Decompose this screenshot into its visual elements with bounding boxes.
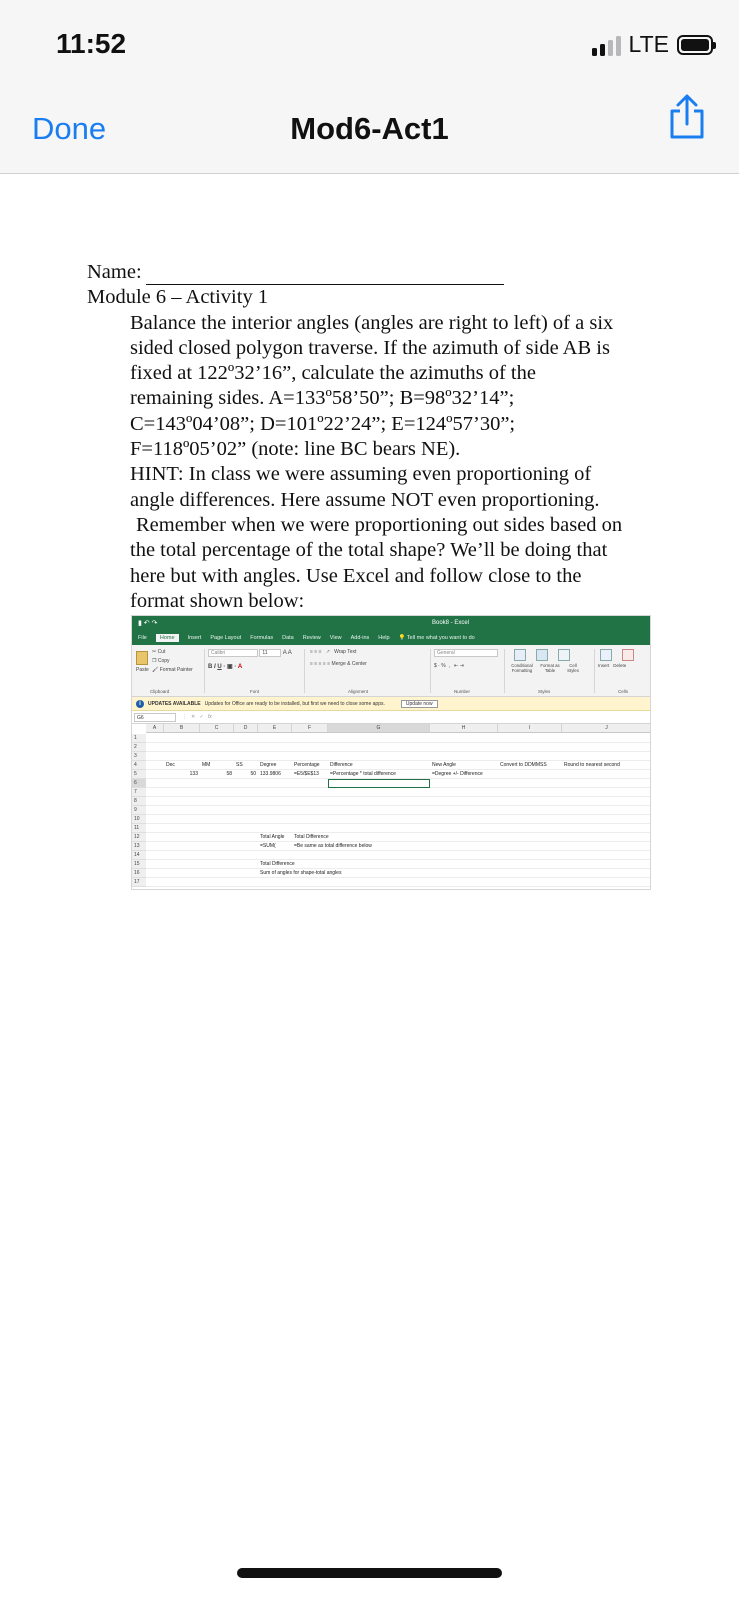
column-header: F	[292, 724, 328, 733]
done-button[interactable]: Done	[32, 111, 107, 146]
column-header: J	[562, 724, 651, 733]
row-header: 17	[132, 878, 146, 887]
row-header: 2	[132, 743, 146, 752]
insert-cells-icon	[600, 649, 612, 661]
cell-e13: =SUM(	[260, 843, 276, 849]
text-line: Balance the interior angles (angles are right to left) of a six	[130, 311, 614, 334]
cell-e4: Degree	[260, 762, 277, 768]
text-line: remaining sides. A=133º58’50”; B=98º32’14”;	[130, 387, 515, 410]
spreadsheet-grid	[132, 724, 650, 889]
row-header: 14	[132, 851, 146, 860]
quick-access-toolbar-icon: ▮ ↶ ↷	[138, 620, 158, 627]
cell-c4: MM	[202, 762, 211, 768]
cell-f13: =Be same as total difference below	[294, 843, 372, 849]
insert-label: Insert	[598, 663, 610, 668]
number-group: General $ · % , ⇤ ⇥	[434, 649, 498, 669]
module-heading: Module 6 – Activity 1	[87, 286, 269, 309]
text-line: C=143º04’08”; D=101º22’24”; E=124º57’30”;	[130, 412, 516, 435]
update-label: UPDATES AVAILABLE	[148, 700, 201, 707]
network-type: LTE	[628, 31, 669, 57]
column-header: G	[328, 724, 430, 733]
tell-me-box: 💡 Tell me what you want to do	[398, 635, 475, 641]
cell-g4: Difference	[330, 762, 353, 768]
excel-tab: Help	[378, 635, 390, 641]
excel-tab: Data	[282, 635, 294, 641]
text-line: sided closed polygon traverse. If the azimuth of side AB is	[130, 336, 610, 359]
clipboard-group-label: Clipboard	[150, 689, 170, 694]
cell-j4: Round to nearest second	[564, 762, 620, 768]
share-icon[interactable]	[665, 93, 709, 141]
name-box: G6	[134, 713, 176, 722]
format-painter-label: 🖌 Format Painter	[152, 667, 193, 673]
row-header: 4	[132, 761, 146, 770]
row-header: 3	[132, 752, 146, 761]
cell-styles-icon	[558, 649, 570, 661]
row-header: 6	[132, 779, 146, 788]
merge-center-label: Merge & Center	[331, 661, 367, 667]
excel-tab: View	[329, 635, 342, 641]
home-indicator	[237, 1568, 502, 1578]
cell-i4: Convert to DDMMSS	[500, 762, 547, 768]
alignment-group-label: Alignment	[348, 689, 369, 694]
cells-group-label: Cells	[618, 689, 629, 694]
column-header: B	[164, 724, 200, 733]
row-header: 16	[132, 869, 146, 878]
excel-tab: Page Layout	[210, 635, 242, 641]
name-label: Name:	[87, 261, 142, 283]
styles-group	[508, 649, 594, 673]
excel-title-bar	[132, 616, 650, 631]
excel-tab: File	[138, 635, 147, 641]
cell-e16: Sum of angles for shape-total angles	[260, 870, 342, 876]
row-header: 5	[132, 770, 146, 779]
cut-label: ✂ Cut	[152, 649, 166, 655]
cell-f4: Percentage	[294, 762, 320, 768]
excel-screenshot	[131, 615, 651, 890]
name-field-line	[87, 260, 657, 285]
format-as-table-icon	[536, 649, 548, 661]
cell-f5: =E5/$E$13	[294, 771, 319, 777]
row-header: 8	[132, 797, 146, 806]
column-header: I	[498, 724, 562, 733]
text-line: fixed at 122º32’16”, calculate the azimuths of the	[130, 362, 536, 385]
cell-g5: =Percentage * total difference	[330, 771, 396, 777]
cell-b4: Dec	[166, 762, 175, 768]
excel-ribbon-tabs	[132, 631, 650, 645]
excel-tab: Add-ins	[350, 635, 370, 641]
cell-e12: Total Angle	[260, 834, 285, 840]
row-header: 11	[132, 824, 146, 833]
text-line: HINT: In class we were assuming even proportioning of	[130, 463, 592, 486]
cell-e15: Total Difference	[260, 861, 295, 867]
row-header: 10	[132, 815, 146, 824]
update-notification-bar	[132, 697, 650, 711]
update-now-button: Update now	[401, 700, 438, 708]
conditional-formatting-label: Conditional Formatting	[511, 663, 533, 673]
cell-e5: 133.9806	[260, 771, 281, 777]
text-line: the total percentage of the total shape? We’ll be doing that	[130, 539, 608, 562]
styles-group-label: Styles	[538, 689, 551, 694]
text-line: format shown below:	[130, 589, 305, 612]
name-blank	[146, 265, 504, 285]
excel-tab: Insert	[187, 635, 202, 641]
update-message: Updates for Office are ready to be installed, but first we need to close some apps.	[204, 700, 385, 707]
status-time: 11:52	[56, 28, 127, 59]
battery-icon	[677, 35, 713, 55]
number-group-label: Number	[454, 689, 471, 694]
delete-label: Delete	[613, 663, 627, 668]
row-header: 15	[132, 860, 146, 869]
font-style-buttons: B I U · ▣ · A	[208, 664, 243, 670]
cell-h4: New Angle	[432, 762, 456, 768]
row-header: 13	[132, 842, 146, 851]
excel-tab-active: Home	[156, 634, 179, 642]
paste-label: Paste	[136, 667, 149, 673]
formula-bar: G6 ⋮ ✕ ✓ fx	[132, 711, 650, 724]
excel-ribbon	[132, 645, 650, 697]
font-group: Calibri 11 A A B I U · ▣ · A	[208, 650, 292, 670]
text-line: here but with angles. Use Excel and follow close to the	[130, 564, 582, 587]
excel-tab: Formulas	[250, 635, 274, 641]
row-header: 7	[132, 788, 146, 797]
font-group-label: Font	[250, 689, 260, 694]
cell-f12: Total Difference	[294, 834, 329, 840]
column-header: A	[146, 724, 164, 733]
document-page	[87, 260, 657, 614]
row-header: 12	[132, 833, 146, 842]
cell-styles-label: Cell Styles	[567, 663, 579, 673]
problem-statement	[87, 311, 657, 615]
excel-tab: Review	[302, 635, 321, 641]
cell-h5: =Degree +/- Difference	[432, 771, 483, 777]
conditional-formatting-icon	[514, 649, 526, 661]
font-size-box: 11	[259, 649, 281, 657]
text-line: angle differences. Here assume NOT even proportioning.	[130, 488, 600, 511]
document-title: Mod6-Act1	[290, 111, 449, 146]
copy-label: ❐ Copy	[152, 658, 170, 664]
top-bar	[0, 0, 739, 174]
cell-d5: 50	[250, 771, 256, 777]
delete-cells-icon	[622, 649, 634, 661]
row-header: 9	[132, 806, 146, 815]
selected-cell	[328, 779, 430, 788]
status-indicators	[592, 31, 713, 58]
text-line: F=118º05’02” (note: line BC bears NE).	[130, 438, 461, 461]
format-as-table-label: Format as Table	[540, 663, 560, 673]
alignment-group: ≡ ≡ ≡ ↗ Wrap Text ≡ ≡ ≡ ≡ ≡ Merge & Center	[310, 649, 367, 667]
cell-d4: SS	[236, 762, 243, 768]
cell-b5: 133	[189, 771, 198, 777]
info-icon: i	[136, 700, 144, 708]
row-header: 1	[132, 734, 146, 743]
column-header: H	[430, 724, 498, 733]
wrap-text-label: Wrap Text	[334, 649, 357, 655]
paste-icon	[136, 651, 148, 665]
column-header: E	[258, 724, 292, 733]
cell-c5: 58	[226, 771, 232, 777]
text-line: Remember when we were proportioning out sides based on	[136, 513, 623, 536]
workbook-title: Book8 - Excel	[432, 620, 470, 626]
font-name-box: Calibri	[208, 649, 258, 657]
cellular-signal-icon	[592, 34, 621, 56]
column-header: C	[200, 724, 234, 733]
cells-group	[598, 649, 651, 668]
number-format-box: General	[434, 649, 498, 657]
column-header: D	[234, 724, 258, 733]
